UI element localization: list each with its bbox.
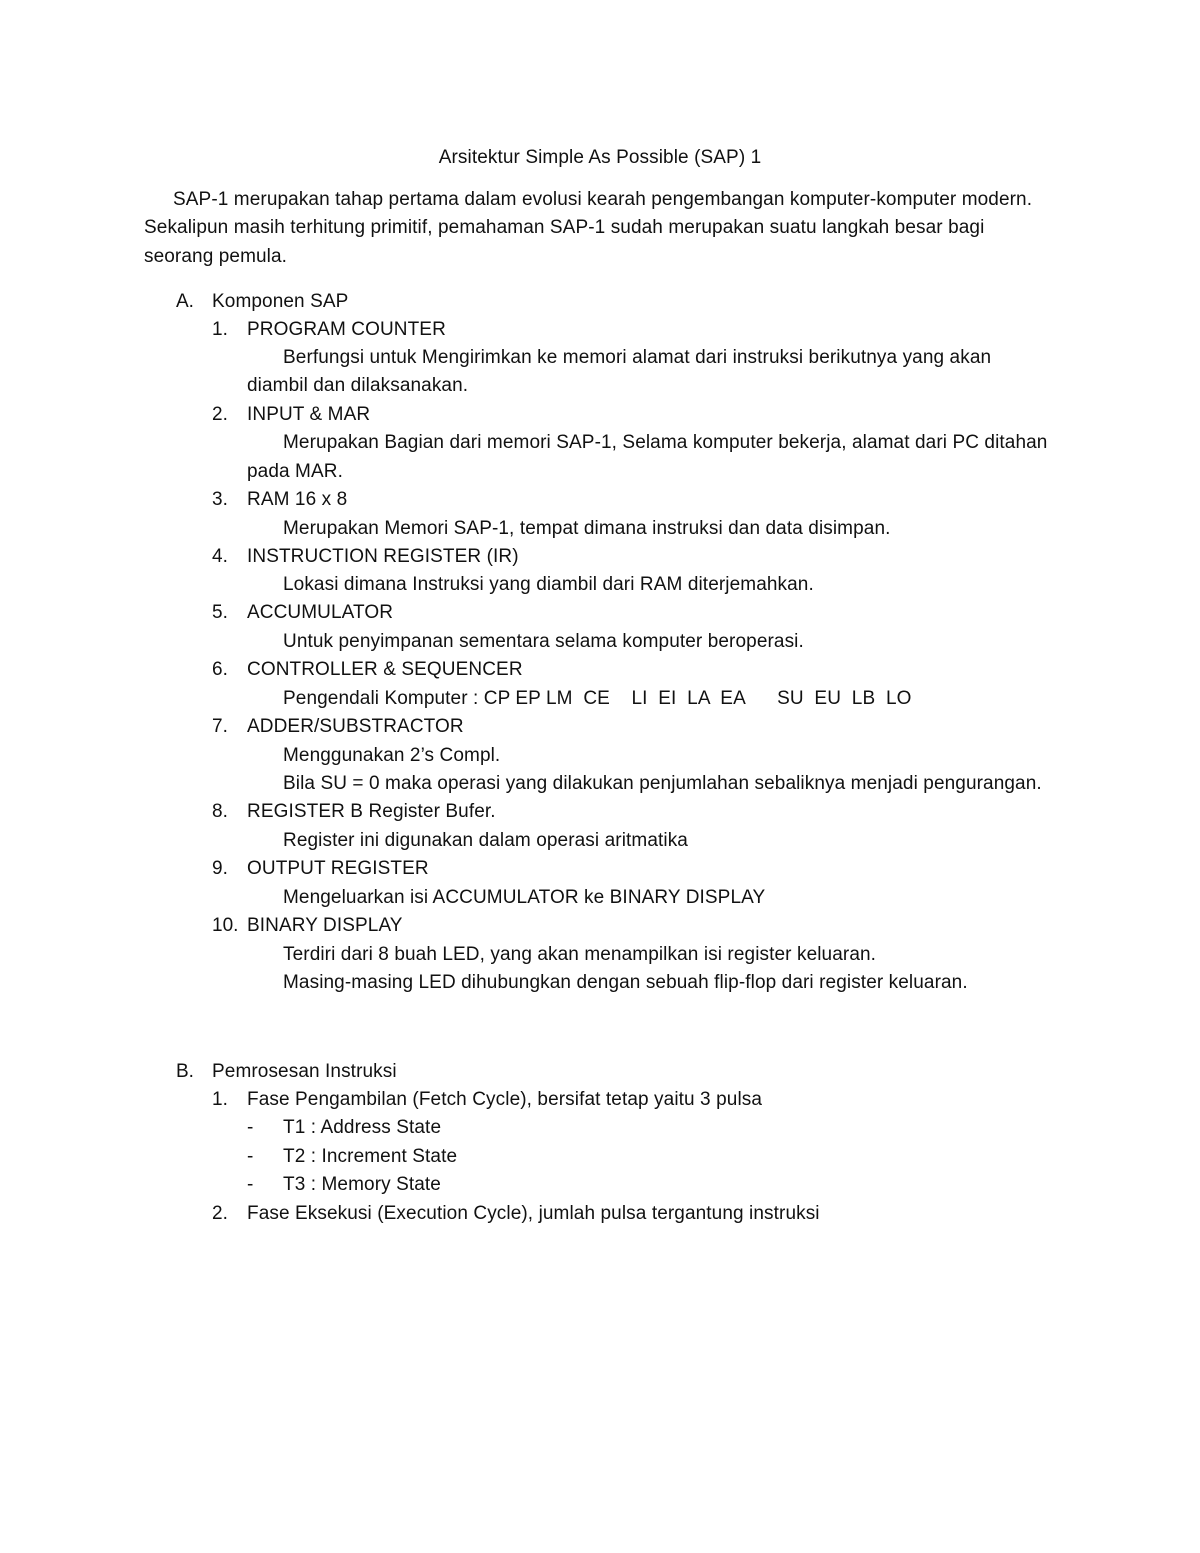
section-b-heading: Pemrosesan Instruksi xyxy=(212,1061,397,1082)
item-number: 10. xyxy=(212,915,239,936)
item-number: 7. xyxy=(212,716,228,737)
item-title: INPUT & MAR xyxy=(247,404,371,425)
item-number: 4. xyxy=(212,546,228,567)
item-title: PROGRAM COUNTER xyxy=(247,319,446,340)
item-desc: Lokasi dimana Instruksi yang diambil dari RAM diterjemahkan. xyxy=(283,574,814,595)
item-number: 9. xyxy=(212,858,228,879)
item-title: RAM 16 x 8 xyxy=(247,489,348,510)
item-desc: Bila SU = 0 maka operasi yang dilakukan penjumlahan sebaliknya menjadi pengurangan. xyxy=(283,773,1042,794)
item-desc: Untuk penyimpanan sementara selama komputer beroperasi. xyxy=(283,631,804,652)
item-desc: Menggunakan 2’s Compl. xyxy=(283,745,501,766)
item-desc: pada MAR. xyxy=(247,461,343,482)
bullet-dash: - xyxy=(247,1146,254,1167)
item-title: OUTPUT REGISTER xyxy=(247,858,429,879)
item-title: CONTROLLER & SEQUENCER xyxy=(247,659,523,680)
item-desc: Terdiri dari 8 buah LED, yang akan menampilkan isi register keluaran. xyxy=(283,944,877,965)
item-desc: Register ini digunakan dalam operasi aritmatika xyxy=(283,830,688,851)
item-number: 1. xyxy=(212,319,228,340)
item-desc: diambil dan dilaksanakan. xyxy=(247,375,469,396)
item-desc: Pengendali Komputer : CP EP LM CE LI EI LA EA SU EU LB LO xyxy=(283,688,912,709)
intro-line-3: seorang pemula. xyxy=(144,246,288,267)
intro-line-1: SAP-1 merupakan tahap pertama dalam evolusi kearah pengembangan komputer-komputer modern. xyxy=(173,189,1033,210)
bullet-item: T3 : Memory State xyxy=(283,1174,441,1195)
item-title: INSTRUCTION REGISTER (IR) xyxy=(247,546,519,567)
item-title: ACCUMULATOR xyxy=(247,602,394,623)
item-desc: Masing-masing LED dihubungkan dengan sebuah flip-flop dari register keluaran. xyxy=(283,972,968,993)
fetch-cycle-text: Fase Pengambilan (Fetch Cycle), bersifat tetap yaitu 3 pulsa xyxy=(247,1089,763,1110)
item-number: 2. xyxy=(212,404,228,425)
item-desc: Mengeluarkan isi ACCUMULATOR ke BINARY DISPLAY xyxy=(283,887,766,908)
page-title: Arsitektur Simple As Possible (SAP) 1 xyxy=(438,147,762,168)
item-number: 1. xyxy=(212,1089,228,1110)
item-title: REGISTER B Register Bufer. xyxy=(247,801,496,822)
execution-cycle-text: Fase Eksekusi (Execution Cycle), jumlah pulsa tergantung instruksi xyxy=(247,1203,820,1224)
item-title: ADDER/SUBSTRACTOR xyxy=(247,716,464,737)
item-desc: Berfungsi untuk Mengirimkan ke memori alamat dari instruksi berikutnya yang akan xyxy=(283,347,992,368)
section-b-marker: B. xyxy=(176,1061,194,1082)
intro-line-2: Sekalipun masih terhitung primitif, pemahaman SAP-1 sudah merupakan suatu langkah besar bagi xyxy=(144,217,985,238)
bullet-dash: - xyxy=(247,1174,254,1195)
item-number: 8. xyxy=(212,801,228,822)
item-number: 3. xyxy=(212,489,228,510)
item-number: 6. xyxy=(212,659,228,680)
bullet-dash: - xyxy=(247,1117,254,1138)
item-desc: Merupakan Bagian dari memori SAP-1, Selama komputer bekerja, alamat dari PC ditahan xyxy=(283,432,1048,453)
item-number: 5. xyxy=(212,602,228,623)
bullet-item: T2 : Increment State xyxy=(283,1146,458,1167)
item-title: BINARY DISPLAY xyxy=(247,915,403,936)
item-number: 2. xyxy=(212,1203,228,1224)
item-desc: Merupakan Memori SAP-1, tempat dimana instruksi dan data disimpan. xyxy=(283,518,891,539)
bullet-item: T1 : Address State xyxy=(283,1117,442,1138)
section-a-marker: A. xyxy=(176,291,194,312)
section-a-heading: Komponen SAP xyxy=(212,291,349,312)
